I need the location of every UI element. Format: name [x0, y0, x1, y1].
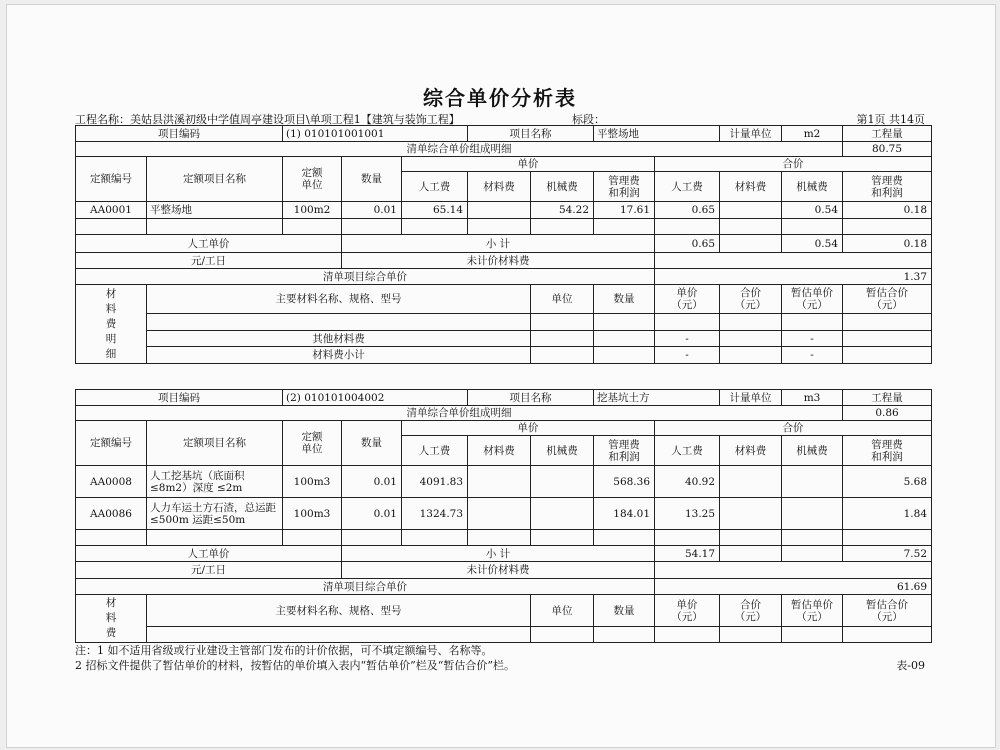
subtotal-label: 小 计: [342, 235, 655, 253]
qty: 0.01: [342, 202, 402, 219]
material-unit-price-header: 单价 （元）: [655, 285, 720, 314]
total-price-header: 合价: [655, 157, 932, 172]
yuan-per-day-label: 元/工日: [76, 562, 342, 579]
material-qty-header: 数量: [594, 595, 655, 627]
quota-no: AA0001: [76, 202, 147, 219]
quota-name: 人力车运土方石渣，总运距≤500m 运距≤50m: [147, 498, 283, 530]
section-label: 标段：: [572, 113, 605, 126]
machine-header: 机械费: [782, 172, 843, 202]
quota-unit-header: 定额 单位: [283, 421, 342, 466]
estimated-unit-price-header: 暂估单价 （元）: [782, 595, 843, 627]
quantity-value: 0.86: [843, 406, 932, 421]
comprehensive-price-value: 61.69: [655, 579, 932, 595]
analysis-table-1: [75, 125, 932, 364]
subtotal-mgmt: 7.52: [843, 546, 932, 562]
composition-header: 清单综合单价组成明细: [76, 406, 843, 421]
quota-no-header: 定额编号: [76, 157, 147, 202]
item-name-value: 挖基坑土方: [594, 390, 720, 406]
quantity-label: 工程量: [843, 126, 932, 142]
labor-header: 人工费: [402, 172, 468, 202]
dash: -: [655, 331, 720, 347]
material-total-price-header: 合价 （元）: [720, 285, 782, 314]
estimated-total-price-header: 暂估合价 （元）: [843, 285, 932, 314]
mgmt-header: 管理费 和利润: [594, 172, 655, 202]
subtotal-mgmt: 0.18: [843, 235, 932, 253]
table-row-empty: [76, 530, 932, 546]
machine-total: [782, 498, 843, 530]
comprehensive-price-value: 1.37: [655, 269, 932, 285]
unit-price-header: 单价: [402, 421, 655, 436]
material-detail-label: 材 料 费: [76, 595, 147, 643]
total-price-header: 合价: [655, 421, 932, 436]
labor-price-label: 人工单价: [76, 546, 342, 562]
labor-total: 40.92: [655, 466, 720, 498]
subtotal-labor: 54.17: [655, 546, 720, 562]
material-qty-header: 数量: [594, 285, 655, 314]
subtotal-machine: [782, 546, 843, 562]
item-code-label: 项目编码: [76, 390, 283, 406]
machine-header: 机械费: [531, 436, 594, 466]
mgmt-total: 1.84: [843, 498, 932, 530]
analysis-table-2: [75, 389, 932, 643]
machine-unit: [531, 466, 594, 498]
table-row: [76, 498, 932, 530]
subtotal-labor: 0.65: [655, 235, 720, 253]
labor-unit: 1324.73: [402, 498, 468, 530]
material-detail-label: 材 料 费 明 细: [76, 285, 147, 364]
quota-name-header: 定额项目名称: [147, 157, 283, 202]
quantity-label: 工程量: [843, 390, 932, 406]
quota-no: AA0008: [76, 466, 147, 498]
main-material-header: 主要材料名称、规格、型号: [147, 285, 531, 314]
qty-header: 数量: [342, 421, 402, 466]
quota-unit: 100m3: [283, 466, 342, 498]
footnote-2: 2 招标文件提供了暂估单价的材料，按暂估的单价填入表内“暂估单价”栏及“暂估合价”栏。: [75, 659, 515, 672]
quota-unit-header: 定额 单位: [283, 157, 342, 202]
labor-header: 人工费: [655, 172, 720, 202]
unpriced-material-label: 未计价材料费: [342, 562, 655, 579]
estimated-total-price-header: 暂估合价 （元）: [843, 595, 932, 627]
composition-header: 清单综合单价组成明细: [76, 142, 843, 157]
mgmt-header: 管理费 和利润: [843, 436, 932, 466]
material-total-price-header: 合价 （元）: [720, 595, 782, 627]
unpriced-material-label: 未计价材料费: [342, 253, 655, 269]
footnote-1: 注：1 如不适用省级或行业建设主管部门发布的计价依据，可不填定额编号、名称等。: [75, 644, 493, 657]
unit-price-header: 单价: [402, 157, 655, 172]
machine-total: 0.54: [782, 202, 843, 219]
dash: -: [782, 347, 843, 364]
quantity-value: 80.75: [843, 142, 932, 157]
material-header: 材料费: [720, 172, 782, 202]
table-row: [76, 202, 932, 219]
mgmt-header: 管理费 和利润: [843, 172, 932, 202]
subtotal-material: [720, 235, 782, 253]
material-unit: [468, 466, 531, 498]
item-name-label: 项目名称: [468, 126, 594, 142]
quota-name: 平整场地: [147, 202, 283, 219]
mgmt-unit: 17.61: [594, 202, 655, 219]
machine-header: 机械费: [531, 172, 594, 202]
comprehensive-price-label: 清单项目综合单价: [76, 579, 655, 595]
material-unit-header: 单位: [531, 285, 594, 314]
qty: 0.01: [342, 466, 402, 498]
quota-unit: 100m2: [283, 202, 342, 219]
labor-total: 13.25: [655, 498, 720, 530]
unit-value: m3: [782, 390, 843, 406]
quota-no: AA0086: [76, 498, 147, 530]
item-code-value: (1) 010101001001: [283, 126, 468, 142]
yuan-per-day-label: 元/工日: [76, 253, 342, 269]
mgmt-header: 管理费 和利润: [594, 436, 655, 466]
table-row: [76, 466, 932, 498]
material-header: 材料费: [720, 436, 782, 466]
mgmt-total: 5.68: [843, 466, 932, 498]
material-total: [720, 466, 782, 498]
material-total: [720, 498, 782, 530]
material-total: [720, 202, 782, 219]
subtotal-machine: 0.54: [782, 235, 843, 253]
page-title: 综合单价分析表: [423, 86, 577, 110]
item-code-label: 项目编码: [76, 126, 283, 142]
machine-unit: [531, 498, 594, 530]
dash: -: [655, 347, 720, 364]
qty: 0.01: [342, 498, 402, 530]
main-material-header: 主要材料名称、规格、型号: [147, 595, 531, 627]
subtotal-label: 小 计: [342, 546, 655, 562]
quota-unit: 100m3: [283, 498, 342, 530]
table-tag: 表-09: [896, 659, 925, 672]
unit-label: 计量单位: [720, 126, 782, 142]
item-name-value: 平整场地: [594, 126, 720, 142]
machine-total: [782, 466, 843, 498]
quota-no-header: 定额编号: [76, 421, 147, 466]
labor-unit: 65.14: [402, 202, 468, 219]
material-unit: [468, 202, 531, 219]
labor-total: 0.65: [655, 202, 720, 219]
mgmt-unit: 184.01: [594, 498, 655, 530]
machine-header: 机械费: [782, 436, 843, 466]
unit-label: 计量单位: [720, 390, 782, 406]
subtotal-material: [720, 546, 782, 562]
material-unit-price-header: 单价 （元）: [655, 595, 720, 627]
estimated-unit-price-header: 暂估单价 （元）: [782, 285, 843, 314]
item-name-label: 项目名称: [468, 390, 594, 406]
dash: -: [782, 331, 843, 347]
machine-unit: 54.22: [531, 202, 594, 219]
quota-name: 人工挖基坑（底面积≤8m2）深度 ≤2m: [147, 466, 283, 498]
item-code-value: (2) 010101004002: [283, 390, 468, 406]
material-header: 材料费: [468, 436, 531, 466]
mgmt-total: 0.18: [843, 202, 932, 219]
comprehensive-price-label: 清单项目综合单价: [76, 269, 655, 285]
mgmt-unit: 568.36: [594, 466, 655, 498]
labor-unit: 4091.83: [402, 466, 468, 498]
labor-header: 人工费: [655, 436, 720, 466]
table-row-empty: [76, 219, 932, 235]
qty-header: 数量: [342, 157, 402, 202]
quota-name-header: 定额项目名称: [147, 421, 283, 466]
material-unit-header: 单位: [531, 595, 594, 627]
material-subtotal-label: 材料费小计: [147, 347, 531, 364]
page-number: 第1页 共14页: [856, 113, 925, 126]
material-header: 材料费: [468, 172, 531, 202]
project-name: 工程名称：美姑县洪溪初级中学值周亭建设项目\单项工程1【建筑与装饰工程】: [75, 113, 460, 126]
labor-price-label: 人工单价: [76, 235, 342, 253]
other-material-label: 其他材料费: [147, 331, 531, 347]
material-unit: [468, 498, 531, 530]
labor-header: 人工费: [402, 436, 468, 466]
unit-value: m2: [782, 126, 843, 142]
